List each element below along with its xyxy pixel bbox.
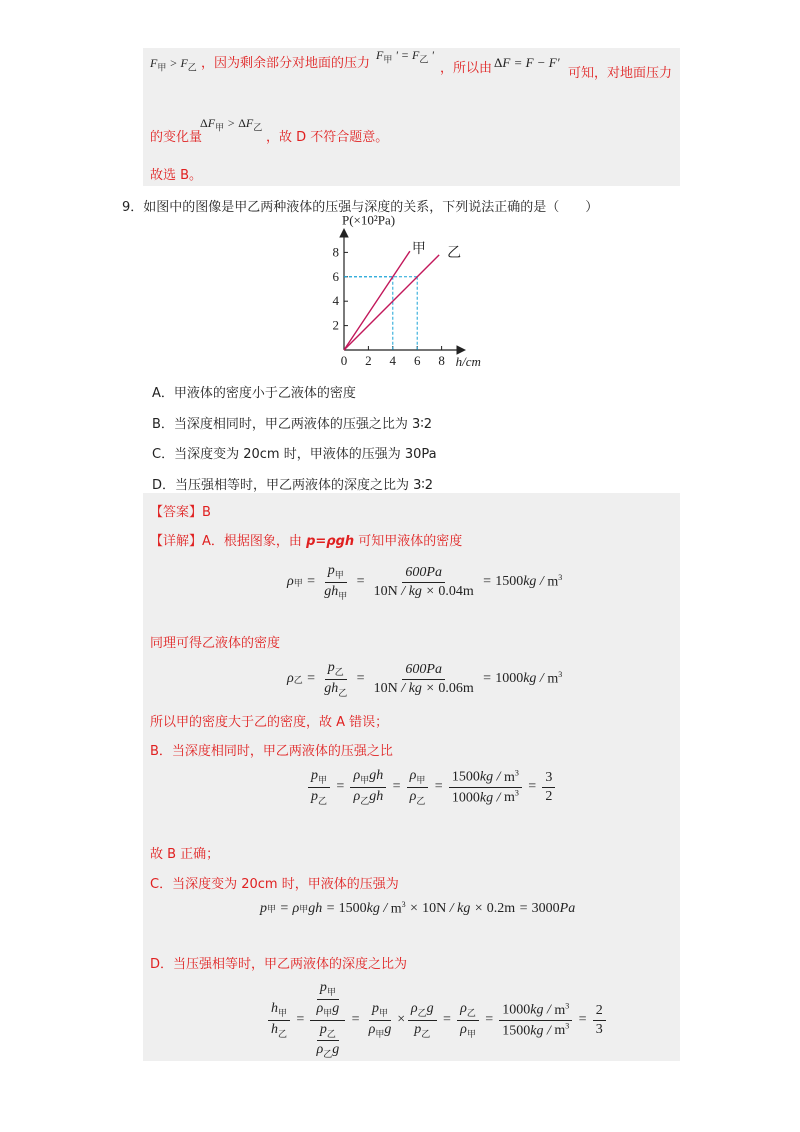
- series-label: 甲: [411, 241, 426, 258]
- x-tick-label: 8: [438, 353, 445, 368]
- prev-line-1: $F_甲 > F_乙$ ，因为剩余部分对地面的压力: [150, 56, 370, 73]
- prev-line-2a: 的变化量: [150, 130, 203, 145]
- d-text: D．当压强相等时，甲乙两液体的深度之比为: [150, 957, 408, 972]
- b-conclusion: 故 B 正确；: [150, 847, 220, 862]
- prev-line-2b: ，故 D 不符合题意。: [266, 130, 389, 145]
- option-b[interactable]: B．当深度相同时，甲乙两液体的压强之比为 3∶2: [152, 417, 432, 432]
- equation-pressure-20cm: p 甲 = ρ 甲 gh = 1500 kg / $m^3$ × 10N / kg × 0.2m = 3000 Pa: [260, 900, 576, 917]
- same-reason-line: 同理可得乙液体的密度: [150, 636, 281, 651]
- detail-line-a: 【详解】A．根据图象，由 p=ρgh 可知甲液体的密度: [150, 534, 463, 549]
- pressure-depth-chart: [320, 212, 500, 369]
- equation-pressure-ratio: $\frac{p_甲}{p_乙}$ = $\frac{\rho_甲gh}{\rho_乙gh}$ = $\frac{\rho_甲}{\rho_乙}$ = $\frac{1500kg / m^3}{1000kg / m^3}$ = $\frac{3}{2}$: [306, 768, 557, 807]
- formula-p-rho-g-h: p=ρgh: [306, 534, 355, 549]
- equation-rho-yi: ρ 乙 = $\frac{p_乙}{gh_乙}$ = $\frac{600Pa}{10N / kg \times 0.06m}$ = 1000 kg / $m^3$: [287, 660, 563, 698]
- y-tick-label: 4: [332, 293, 339, 309]
- equation-depth-ratio: $\frac{h_甲}{h_乙}$ = $\frac{\frac{p_甲}{\rho_甲g}}{\frac{p_乙}{\rho_乙g}}$ = $\frac{p_甲}{\rho_甲g}$ × $\frac{\rho_乙g}{p_乙}$ = $\frac{\rho_乙}{\rho_甲}$ = $\frac{1000kg / m^3}{1500kg / m^3}$ = $\frac{2}{3}$: [266, 980, 608, 1060]
- y-tick-label: 6: [332, 268, 339, 284]
- series-line: [344, 255, 439, 350]
- formula-delta-compare: $\Delta F_甲 > \Delta F_乙$: [200, 116, 263, 133]
- a-conclusion: 所以甲的密度大于乙的密度，故 A 错误；: [150, 715, 389, 730]
- answer-label: 【答案】B: [150, 505, 211, 520]
- x-tick-label: 6: [413, 353, 421, 368]
- c-text: C．当深度变为 20cm 时，甲液体的压强为: [150, 877, 399, 892]
- option-d[interactable]: D．当压强相等时，甲乙两液体的深度之比为 3∶2: [152, 478, 434, 493]
- x-tick-label: 4: [389, 353, 397, 368]
- equation-rho-jia: ρ 甲 = $\frac{p_甲}{gh_甲}$ = $\frac{600Pa}{10N / kg \times 0.04m}$ = 1500 kg / $m^3$: [287, 563, 563, 601]
- question-number: 9．: [122, 200, 144, 215]
- prev-line-3: 故选 B。: [150, 168, 203, 183]
- x-axis-label: h/cm: [455, 354, 481, 369]
- x-tick-label: 2: [365, 353, 372, 368]
- series-label: 乙: [447, 244, 462, 261]
- formula-remaining-force: $F_甲$ ' = $F_乙$ ': [376, 48, 434, 65]
- question-text: 如图中的图像是甲乙两种液体的压强与深度的关系，下列说法正确的是（ ）: [143, 200, 599, 215]
- x-tick-label: 0: [340, 353, 348, 368]
- y-tick-label: 8: [332, 244, 339, 260]
- b-text: B．当深度相同时，甲乙两液体的压强之比: [150, 744, 393, 759]
- y-tick-label: 2: [332, 317, 339, 333]
- option-c[interactable]: C．当深度变为 20cm 时，甲液体的压强为 30Pa: [152, 447, 437, 462]
- y-axis-label: P(×10²Pa): [342, 212, 396, 228]
- formula-delta-f: ΔF = F − F′: [494, 55, 560, 70]
- prev-line-1b: ，所以由: [440, 61, 493, 76]
- prev-line-1c: 可知，对地面压力: [568, 66, 673, 81]
- series-line: [344, 251, 410, 350]
- option-a[interactable]: A．甲液体的密度小于乙液体的密度: [152, 386, 356, 401]
